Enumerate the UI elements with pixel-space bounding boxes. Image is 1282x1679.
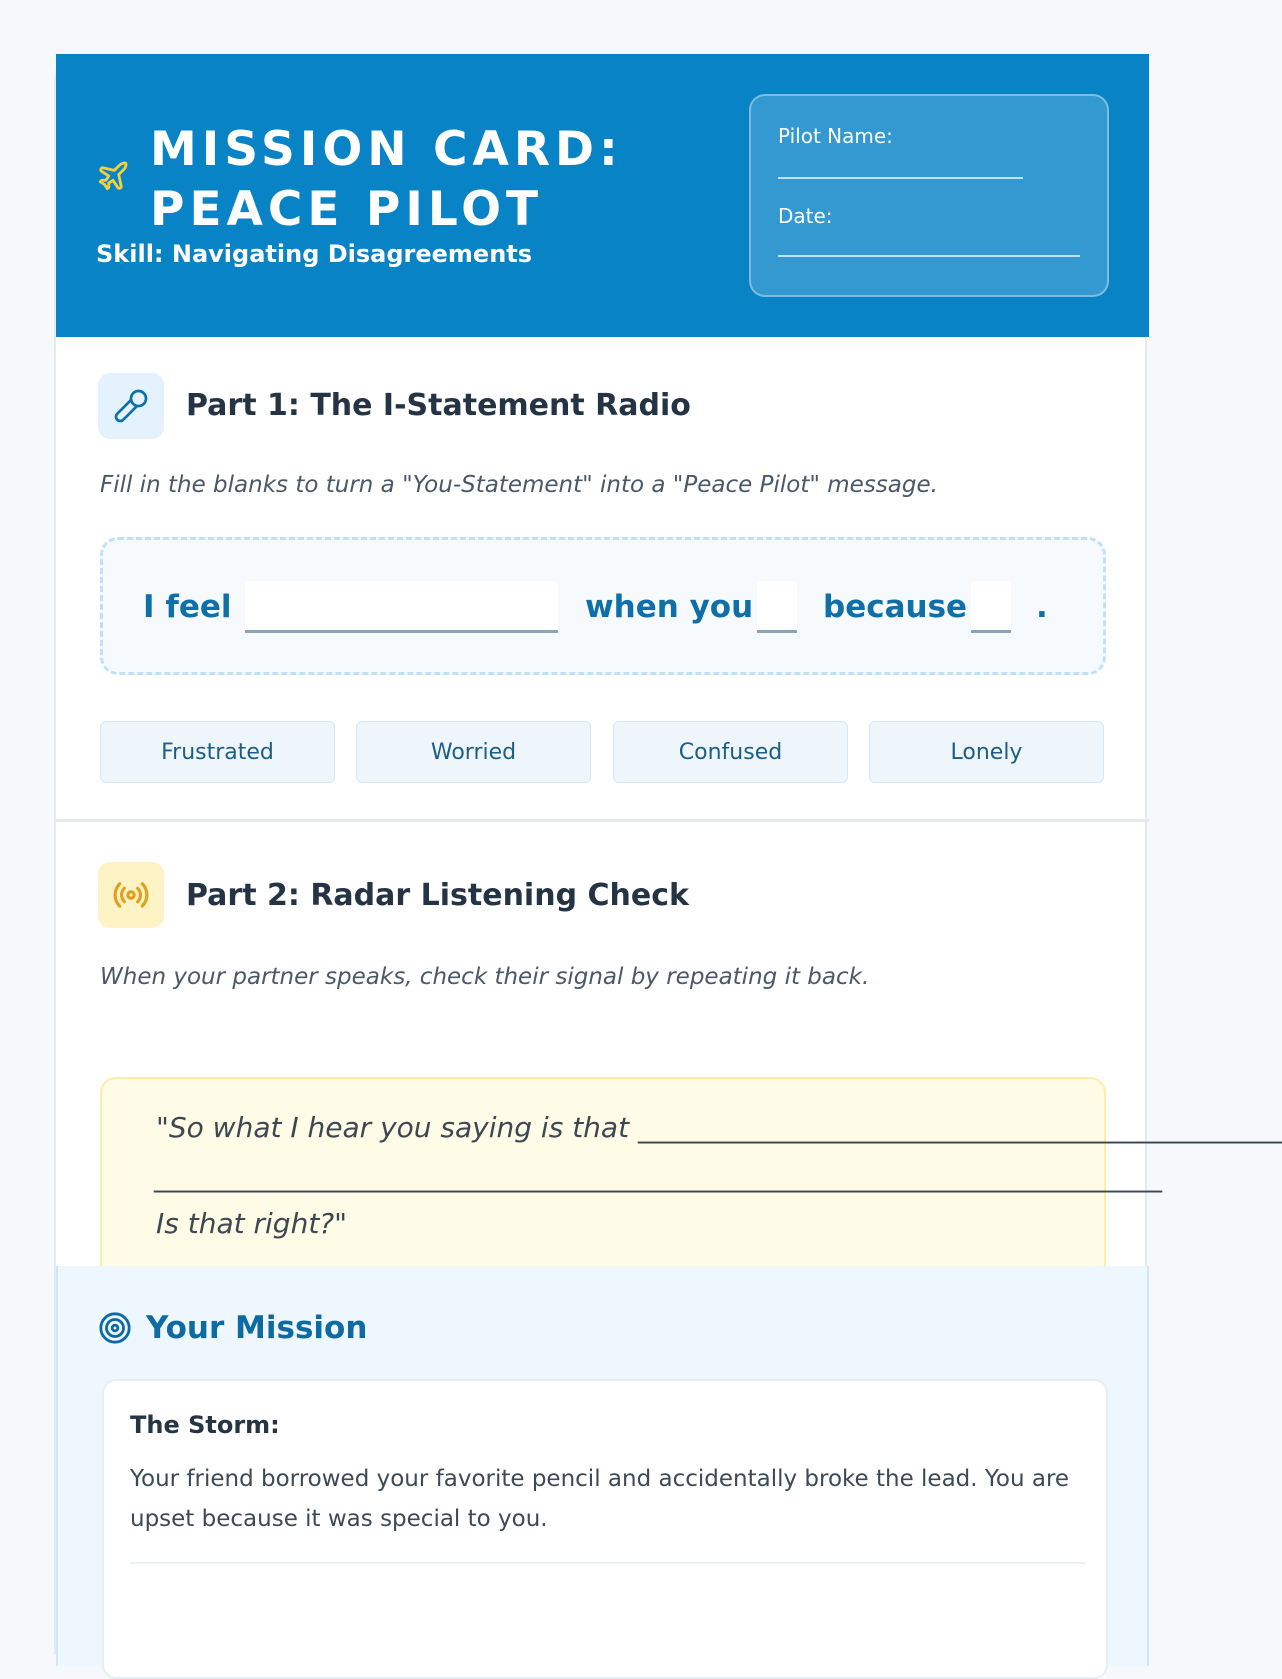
feeling-blank[interactable] bbox=[245, 581, 558, 633]
when-you-label: when you bbox=[585, 589, 754, 625]
quote-end: Is that right?" bbox=[156, 1207, 348, 1240]
i-feel-label: I feel bbox=[143, 589, 232, 625]
storm-heading: The Storm: bbox=[130, 1411, 280, 1439]
part2-title: Part 2: Radar Listening Check bbox=[186, 878, 689, 913]
mission-title: Your Mission bbox=[146, 1310, 368, 1346]
quote-start: "So what I hear you saying is that ______________________________________________ bbox=[156, 1111, 1282, 1144]
feeling-chip-confused[interactable]: Confused bbox=[613, 721, 848, 783]
because-label: because bbox=[823, 589, 968, 625]
part1-title: Part 1: The I-Statement Radio bbox=[186, 388, 691, 423]
i-statement-box bbox=[100, 537, 1106, 675]
target-icon bbox=[98, 1311, 132, 1345]
page-title: MISSION CARD: PEACE PILOT bbox=[150, 122, 623, 237]
microphone-icon-box bbox=[98, 373, 164, 439]
storm-card bbox=[102, 1379, 1108, 1679]
radar-icon bbox=[112, 876, 150, 914]
date-label: Date: bbox=[778, 204, 833, 228]
feeling-chip-lonely[interactable]: Lonely bbox=[869, 721, 1104, 783]
pilot-name-line[interactable] bbox=[778, 177, 1023, 179]
listening-quote-box bbox=[100, 1077, 1282, 1279]
feeling-chip-worried[interactable]: Worried bbox=[356, 721, 591, 783]
radar-icon-box bbox=[98, 862, 164, 928]
quote-answer-line[interactable]: ________________________________________________________________________ bbox=[154, 1160, 1162, 1193]
pilot-name-label: Pilot Name: bbox=[778, 124, 893, 148]
card-header bbox=[56, 54, 1149, 337]
period-mark: . bbox=[1036, 589, 1048, 625]
mission-card bbox=[54, 54, 1282, 1654]
action-blank[interactable] bbox=[757, 581, 797, 633]
feeling-chip-frustrated[interactable]: Frustrated bbox=[100, 721, 335, 783]
part1-instructions: Fill in the blanks to turn a "You-Statement" into a "Peace Pilot" message. bbox=[100, 472, 938, 498]
pilot-info-box bbox=[749, 94, 1109, 297]
part1-section bbox=[56, 337, 1149, 822]
skill-subtitle: Skill: Navigating Disagreements bbox=[96, 240, 533, 268]
airplane-icon bbox=[96, 159, 130, 193]
reason-blank[interactable] bbox=[971, 581, 1011, 633]
date-line[interactable] bbox=[778, 255, 1080, 257]
mission-section bbox=[56, 1266, 1149, 1666]
microphone-icon bbox=[113, 388, 149, 424]
storm-divider bbox=[130, 1562, 1085, 1564]
storm-text: Your friend borrowed your favorite pencil and accidentally broke the lead. You are upset because it was special to you. bbox=[130, 1466, 1070, 1532]
part2-instructions: When your partner speaks, check their signal by repeating it back. bbox=[100, 964, 870, 990]
